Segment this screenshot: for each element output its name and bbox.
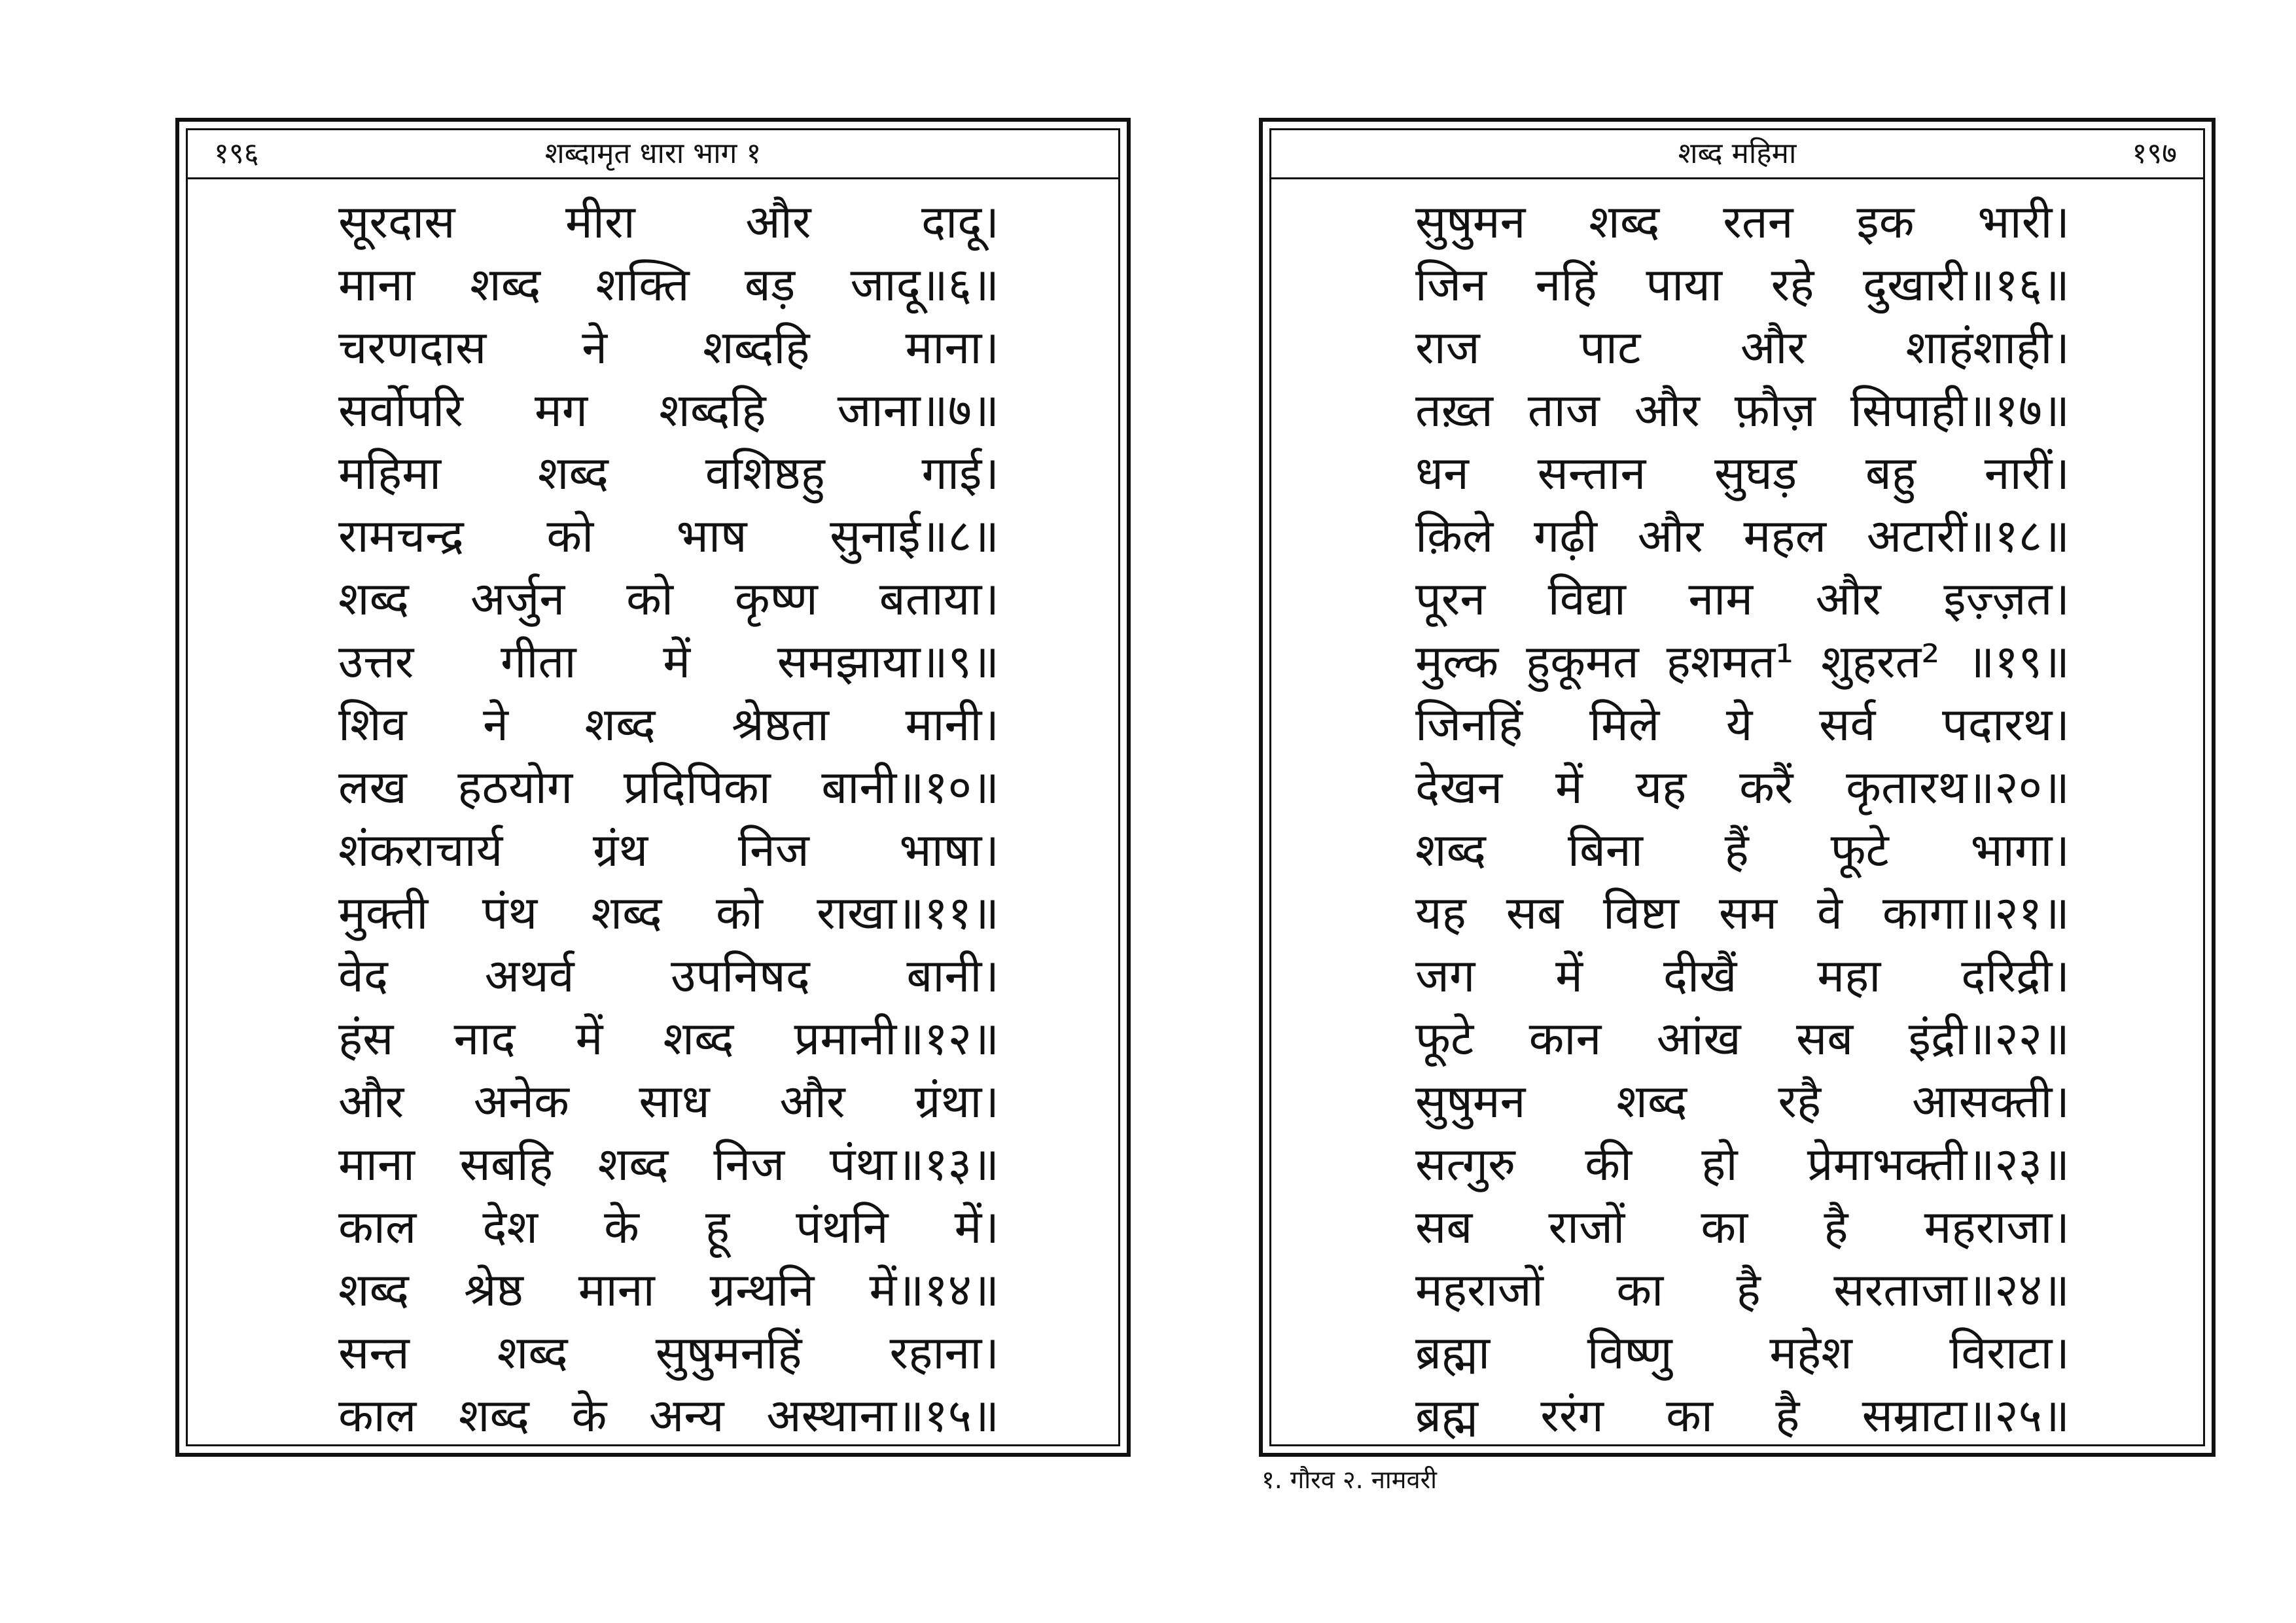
verse-line: माना सबहि शब्द निज पंथा॥१३॥ — [338, 1137, 999, 1191]
verse-line: सुषुमन शब्द रहै आसक्ती। — [1415, 1075, 2070, 1128]
right-page — [1259, 118, 2216, 1457]
verse-line: जिन नहिं पाया रहे दुखारी॥१६॥ — [1415, 258, 2070, 312]
verse-line: वेद अथर्व उपनिषद बानी। — [338, 949, 999, 1003]
right-verse-block — [1415, 190, 2070, 1447]
footnote: १. गौरव २. नामवरी — [1262, 1465, 1437, 1494]
verse-line: शब्द बिना हैं फूटे भागा। — [1415, 823, 2070, 877]
verse-line: और अनेक साध और ग्रंथा। — [338, 1075, 999, 1128]
verse-line: हंस नाद में शब्द प्रमानी॥१२॥ — [338, 1012, 999, 1065]
verse-line: धन सन्तान सुघड़ बहु नारीं। — [1415, 446, 2070, 500]
verse-line: पूरन विद्या नाम और इज़्ज़त। — [1415, 572, 2070, 626]
verse-line: महिमा शब्द वशिष्ठहु गाई। — [338, 446, 999, 500]
left-page-frame — [186, 128, 1120, 1446]
right-page-frame — [1269, 128, 2205, 1446]
verse-line: मुल्क हुकूमत हशमत¹ शुहरत² ॥१९॥ — [1415, 635, 2070, 688]
verse-line: सुषुमन शब्द रतन इक भारी। — [1415, 195, 2070, 249]
left-page-header — [188, 130, 1118, 179]
verse-line: लख हठयोग प्रदिपिका बानी॥१०॥ — [338, 760, 999, 814]
verse-line: सब राजों का है महराजा। — [1415, 1200, 2070, 1254]
verse-line: ब्रह्म ररंग का है सम्राटा॥२५॥ — [1415, 1389, 2070, 1442]
verse-line: तख़्त ताज और फ़ौज़ सिपाही॥१७॥ — [1415, 383, 2070, 437]
verse-line: यह सब विष्टा सम वे कागा॥२१॥ — [1415, 886, 2070, 940]
verse-line: शब्द अर्जुन को कृष्ण बताया। — [338, 572, 999, 626]
verse-line: सन्त शब्द सुषुमनहिं रहाना। — [338, 1326, 999, 1380]
verse-line: माना शब्द शक्ति बड़ जादू॥६॥ — [338, 258, 999, 312]
verse-line: शब्द श्रेष्ठ माना ग्रन्थनि में॥१४॥ — [338, 1263, 999, 1317]
verse-line: उत्तर गीता में समझाया॥९॥ — [338, 635, 999, 688]
left-verse-block — [338, 190, 999, 1447]
verse-line: क़िले गढ़ी और महल अटारीं॥१८॥ — [1415, 509, 2070, 563]
right-page-header — [1271, 130, 2203, 179]
verse-line: शंकराचार्य ग्रंथ निज भाषा। — [338, 823, 999, 877]
verse-line: मुक्ती पंथ शब्द को राखा॥११॥ — [338, 886, 999, 940]
verse-line: महराजों का है सरताजा॥२४॥ — [1415, 1263, 2070, 1317]
verse-line: देखन में यह करैं कृतारथ॥२०॥ — [1415, 760, 2070, 814]
left-running-title: शब्दामृत धारा भाग १ — [544, 137, 762, 170]
verse-line: जिनहिं मिले ये सर्व पदारथ। — [1415, 698, 2070, 751]
verse-line: जग में दीखैं महा दरिद्री। — [1415, 949, 2070, 1003]
verse-line: चरणदास ने शब्दहि माना। — [338, 321, 999, 374]
verse-line: सूरदास मीरा और दादू। — [338, 195, 999, 249]
left-page — [175, 118, 1131, 1457]
verse-line: राज पाट और शाहंशाही। — [1415, 321, 2070, 374]
verse-line: रामचन्द्र को भाष सुनाई॥८॥ — [338, 509, 999, 563]
verse-line: ब्रह्मा विष्णु महेश विराटा। — [1415, 1326, 2070, 1380]
verse-line: सर्वोपरि मग शब्दहि जाना॥७॥ — [338, 383, 999, 437]
right-running-title: शब्द महिमा — [1678, 137, 1797, 170]
verse-line: काल शब्द के अन्य अस्थाना॥१५॥ — [338, 1389, 999, 1442]
left-page-number: १९६ — [214, 137, 259, 170]
verse-line: सत्गुरु की हो प्रेमाभक्ती॥२३॥ — [1415, 1137, 2070, 1191]
verse-line: काल देश के हू पंथनि में। — [338, 1200, 999, 1254]
verse-line: फूटे कान आंख सब इंद्री॥२२॥ — [1415, 1012, 2070, 1065]
verse-line: शिव ने शब्द श्रेष्ठता मानी। — [338, 698, 999, 751]
right-page-number: १९७ — [2132, 137, 2177, 170]
